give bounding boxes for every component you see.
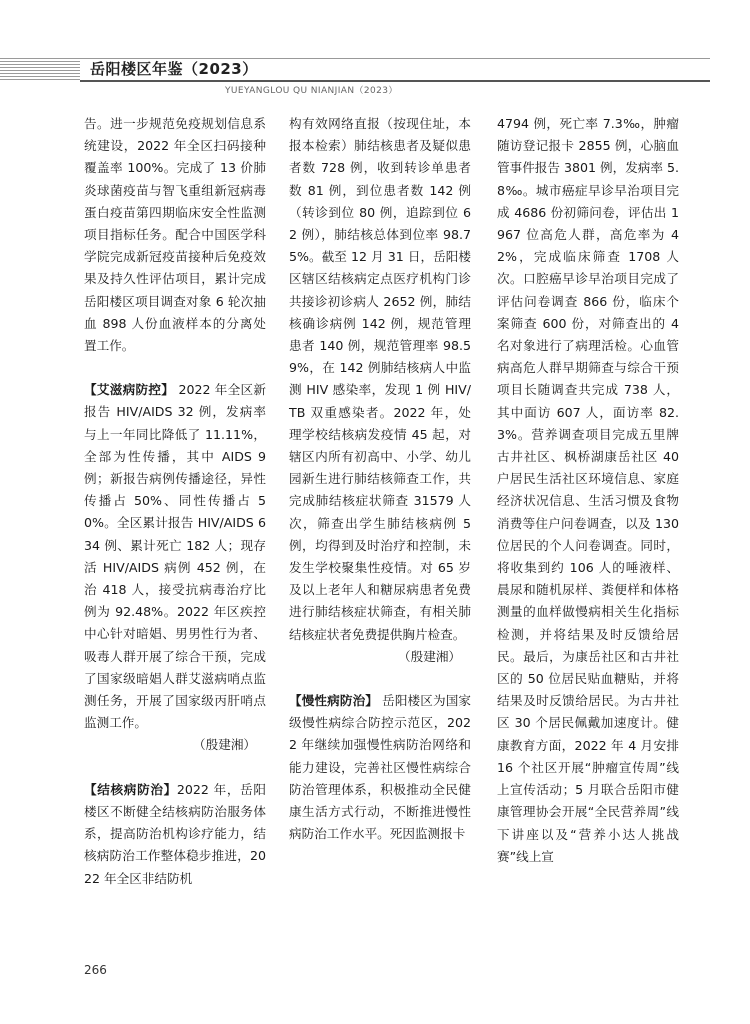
paragraph-chronic [289,690,471,845]
section-body-aids: 2022 年全区新报告 HIV/AIDS 32 例，发病率与上一年同比降低了 11.11%，全部为性传播，其中 AIDS 9 例；新报告病例传播途径，异性传播占 50%、同性传播占 50%。全区累计报告 HIV/AIDS 634 例、累计死亡 182 人；现存活 HIV/AIDS 病例 452 例，在治 418 人，接受抗病毒治疗比例为 92.48%。2022 年区疾控中心针对暗娼、男男性行为者、吸毒人群开展了综合干预，完成了国家级暗娼人群艾滋病哨点监测任务，开展了国家级丙肝哨点监测工作。 [84,382,267,731]
author-credit: （殷建湘） [193,737,256,753]
running-title: 岳阳楼区年鉴（2023） [90,60,258,78]
page-number: 266 [84,963,107,977]
paragraph-aids [84,379,266,734]
paragraph-immunization: 告。进一步规范免疫规划信息系统建设，2022 年全区扫码接种覆盖率 100%。完成了 13 价肺炎球菌疫苗与智飞重组新冠病毒蛋白疫苗第四期临床安全性监测项目指标任务。配合中国医学科学院完成新冠疫苗接种后免疫效果及持久性评估项目，累计完成岳阳楼区项目调查对象 6 轮次抽血 898 人份血液样本的分离处置工作。 [84,116,266,354]
author-credit: （殷建湘） [398,648,461,664]
column-2 [289,113,471,846]
paragraph-chronic-cont: 4794 例，死亡率 7.3‰，肿瘤随访登记报卡 2855 例，心脑血管事件报告 3801 例，发病率 5.8‰。城市癌症早诊早治项目完成 4686 份初筛问卷，评估出 1967 位高危人群，高危率为 42%，完成临床筛查 1708 人次。口腔癌早诊早治项目完成了评估问卷调查 866 份，临床个案筛查 600 份，对筛查出的 4 名对象进行了病理活检。心血管病高危人群早期筛查与综合干预项目长随调查共完成 738 人，其中面访 607 人，面访率 82.3%。营养调查项目完成五里牌古井社区、枫桥湖康岳社区 40 户居民生活社区环境信息、家庭经济状况信息、生活习惯及食物消费等住户问卷调查，以及 130 位居民的个人问卷调查。同时，将收集到约 106 人的唾液样、晨尿和随机尿样、粪便样和体格测量的血样做慢病相关生化指标检测，并将结果及时反馈给居民。最后，为康岳社区和古井社区的 50 位居民贴血糖贴，并将结果及时反馈给居民。为古井社区 30 个居民佩戴加速度计。健康教育方面，2022 年 4 月安排 16 个社区开展“肿瘤宣传周”线上宣传活动；5 月联合岳阳市健康管理协会开展“全民营养周”线下讲座以及“营养小达人挑战赛”线上宣 [497,116,680,864]
paragraph-tb [84,779,266,890]
section-heading-tb: 【结核病防治】 [84,781,177,797]
section-heading-chronic: 【慢性病防治】 [289,693,378,709]
column-3 [497,113,679,868]
section-body-tb: 2022 年，岳阳楼区不断健全结核病防治服务体系，提高防治机构诊疗能力，结核病防治工作整体稳步推进，2022 年全区非结防机 [84,781,266,886]
running-subtitle: YUEYANGLOU QU NIANJIAN（2023） [225,86,398,96]
section-heading-aids: 【艾滋病防控】 [84,382,175,398]
header-rule-bottom [80,80,710,82]
section-body-chronic: 岳阳楼区为国家级慢性病综合防控示范区，2022 年继续加强慢性病防治网络和能力建设，完善社区慢性病综合防治管理体系，积极推动全民健康生活方式行动，不断推进慢性病防治工作水平。死因监测报卡 [289,693,471,842]
column-1 [84,113,266,890]
page-header [0,0,750,100]
paragraph-tb-cont: 构有效网络直报（按现住址，本报本检索）肺结核患者及疑似患者数 728 例，收到转诊单患者数 81 例，到位患者数 142 例（转诊到位 80 例，追踪到位 62 例），肺结核总体到位率 98.75%。截至 12 月 31 日，岳阳楼区辖区结核病定点医疗机构门诊共接诊初诊病人 2652 例，肺结核确诊病例 142 例，规范管理患者 140 例，规范管理率 98.59%，在 142 例肺结核病人中监测 HIV 感染率，发现 1 例 HIV/TB 双重感染者。2022 年，处理学校结核病发疫情 45 起，对辖区内所有初高中、小学、幼儿园新生进行肺结核筛查工作，共完成肺结核症状筛查 31579 人次，筛查出学生肺结核病例 5 例，均得到及时治疗和控制，未发生学校聚集性疫情。对 65 岁及以上老年人和糖尿病患者免费进行肺结核症状筛查，有相关肺结核症状者免费提供胸片检查。 [289,116,471,642]
header-stripes [0,58,80,80]
